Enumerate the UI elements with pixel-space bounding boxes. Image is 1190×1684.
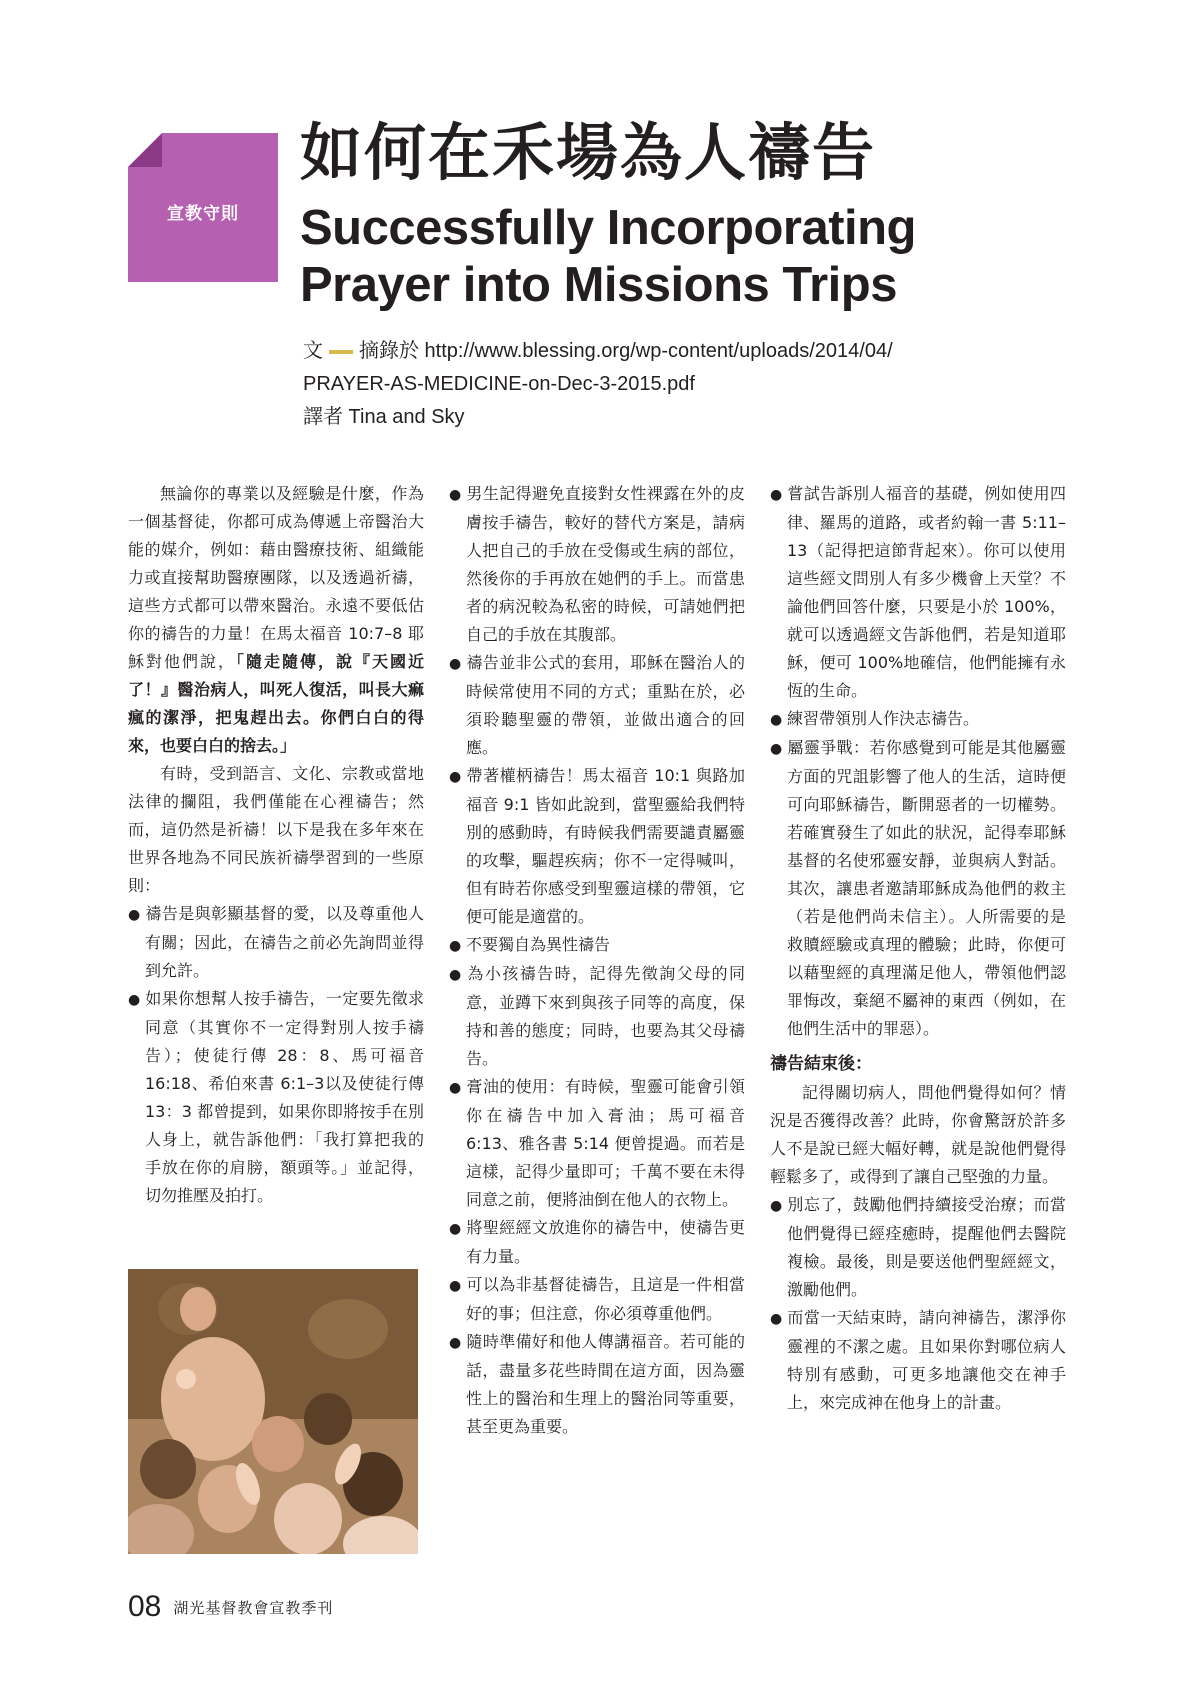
byline bbox=[303, 335, 893, 434]
intro-paragraph: 無論你的專業以及經驗是什麼，作為一個基督徒，你都可成為傳遞上帝醫治大能的媒介，例如：藉由醫療技術、組織能力或直接幫助醫療團隊，以及透過祈禱，這些方式都可以帶來醫治。永遠不要低估你的禱告的力量！在馬太福音 10:7–8 耶穌對他們說，「隨走隨傳，說『天國近了！』醫治病人，叫死人復活，叫長大痲瘋的潔淨，把鬼趕出去。你們白白的得來，也要白白的捨去。」 bbox=[128, 484, 424, 755]
column-3 bbox=[770, 480, 1066, 1417]
list-item: ● 可以為非基督徒禱告，且這是一件相當好的事；但注意，你必須尊重他們。 bbox=[449, 1271, 745, 1328]
byline-source-cont: PRAYER-AS-MEDICINE-on-Dec-3-2015.pdf bbox=[303, 373, 695, 395]
list-item: ● 男生記得避免直接對女性裸露在外的皮膚按手禱告，較好的替代方案是，請病人把自己的手放在受傷或生病的部位，然後你的手再放在她們的手上。而當患者的病況較為私密的時候，可請她們把自己的手放在其腹部。 bbox=[449, 480, 745, 649]
list-item: ● 屬靈爭戰：若你感覺到可能是其他屬靈方面的咒詛影響了他人的生活，這時便可向耶穌禱告，斷開惡者的一切權勢。若確實發生了如此的狀況，記得奉耶穌基督的名使邪靈安靜，並與病人對話。其次，讓患者邀請耶穌成為他們的救主（若是他們尚未信主）。人所需要的是救贖經驗或真理的體驗；此時，你便可以藉聖經的真理滿足他人，帶領他們認罪悔改，棄絕不屬神的東西（例如，在他們生活中的罪惡）。 bbox=[770, 734, 1066, 1043]
list-item: ● 而當一天結束時，請向神禱告，潔淨你靈裡的不潔之處。且如果你對哪位病人特別有感動，可更多地讓他交在神手上，來完成神在他身上的計畫。 bbox=[770, 1304, 1066, 1417]
list-item: ● 禱告是與彰顯基督的愛，以及尊重他人有關；因此，在禱告之前必先詢問並得到允許。 bbox=[128, 900, 424, 985]
byline-dash bbox=[329, 350, 353, 354]
column-2 bbox=[449, 480, 745, 1441]
prayer-photo bbox=[128, 1269, 418, 1554]
column-1 bbox=[128, 480, 424, 1210]
title-english bbox=[300, 200, 916, 314]
list-item: ● 別忘了，鼓勵他們持續接受治療；而當他們覺得已經痊癒時，提醒他們去醫院複檢。最後，則是要送他們聖經經文，激勵他們。 bbox=[770, 1191, 1066, 1304]
magazine-name: 湖光基督教會宣教季刊 bbox=[173, 1598, 334, 1617]
list-item: ● 嘗試告訴別人福音的基礎，例如使用四律、羅馬的道路，或者約翰一書 5:11–13（記得把這節背起來）。你可以使用這些經文問別人有多少機會上天堂？不論他們回答什麼，只要是小於 100%，就可以透過經文告訴他們，若是知道耶穌，便可 100%地確信，他們能擁有永恆的生命。 bbox=[770, 480, 1066, 705]
section-tag-label: 宣教守則 bbox=[167, 204, 239, 224]
tag-fold-corner bbox=[128, 133, 162, 167]
list-item: ● 隨時準備好和他人傳講福音。若可能的話，盡量多花些時間在這方面，因為靈性上的醫治和生理上的醫治同等重要，甚至更為重要。 bbox=[449, 1328, 745, 1441]
list-item: ● 不要獨自為異性禱告 bbox=[449, 931, 745, 960]
section-heading: 禱告結束後： bbox=[770, 1054, 872, 1074]
byline-source: 摘錄於 http://www.blessing.org/wp-content/uploads/2014/04/ bbox=[359, 340, 893, 362]
list-item: ● 膏油的使用：有時候，聖靈可能會引領你在禱告中加入膏油；馬可福音 6:13、雅各書 5:14 便曾提過。而若是這樣，記得少量即可；千萬不要在未得同意之前，便將油倒在他人的衣物上。 bbox=[449, 1073, 745, 1214]
list-item: ● 將聖經經文放進你的禱告中，使禱告更有力量。 bbox=[449, 1214, 745, 1271]
title-chinese: 如何在禾場為人禱告 bbox=[300, 116, 877, 189]
list-item: ● 為小孩禱告時，記得先徵詢父母的同意，並蹲下來到與孩子同等的高度，保持和善的態度；同時，也要為其父母禱告。 bbox=[449, 960, 745, 1073]
title-english-line2: Prayer into Missions Trips bbox=[300, 258, 897, 312]
paragraph-2: 有時，受到語言、文化、宗教或當地法律的攔阻，我們僅能在心裡禱告；然而，這仍然是祈禱！以下是我在多年來在世界各地為不同民族祈禱學習到的一些原則： bbox=[128, 764, 424, 895]
section-tag bbox=[128, 133, 278, 282]
byline-prefix: 文 bbox=[303, 340, 323, 362]
photo-illustration bbox=[128, 1269, 418, 1554]
page-footer bbox=[128, 1590, 333, 1630]
after-paragraph: 記得關切病人，問他們覺得如何？情況是否獲得改善？此時，你會驚訝於許多人不是說已經大幅好轉，就是說他們覺得輕鬆多了，或得到了讓自己堅強的力量。 bbox=[770, 1083, 1066, 1186]
list-item: ● 如果你想幫人按手禱告，一定要先徵求同意（其實你不一定得對別人按手禱告）；使徒行傳 28：8、馬可福音 16:18、希伯來書 6:1–3以及使徒行傳 13：3 都曾提到，如果你即將按手在別人身上，就告訴他們：「我打算把我的手放在你的肩膀，額頭等。」並記得，切勿推壓及拍打。 bbox=[128, 985, 424, 1210]
list-item: ● 帶著權柄禱告！馬太福音 10:1 與路加福音 9:1 皆如此說到，當聖靈給我們特別的感動時，有時候我們需要譴責屬靈的攻擊，驅趕疾病；你不一定得喊叫，但有時若你感受到聖靈這樣的帶領，它便可能是適當的。 bbox=[449, 762, 745, 931]
scripture-quote: 「隨走隨傳，說『天國近了！』醫治病人，叫死人復活，叫長大痲瘋的潔淨，把鬼趕出去。你們白白的得來，也要白白的捨去。」 bbox=[128, 652, 424, 755]
list-item: ● 禱告並非公式的套用，耶穌在醫治人的時候常使用不同的方式；重點在於，必須聆聽聖靈的帶領，並做出適合的回應。 bbox=[449, 649, 745, 762]
translator: 譯者 Tina and Sky bbox=[303, 406, 465, 428]
title-english-line1: Successfully Incorporating bbox=[300, 201, 916, 255]
page-number: 08 bbox=[128, 1590, 162, 1623]
list-item: ● 練習帶領別人作決志禱告。 bbox=[770, 705, 1066, 734]
